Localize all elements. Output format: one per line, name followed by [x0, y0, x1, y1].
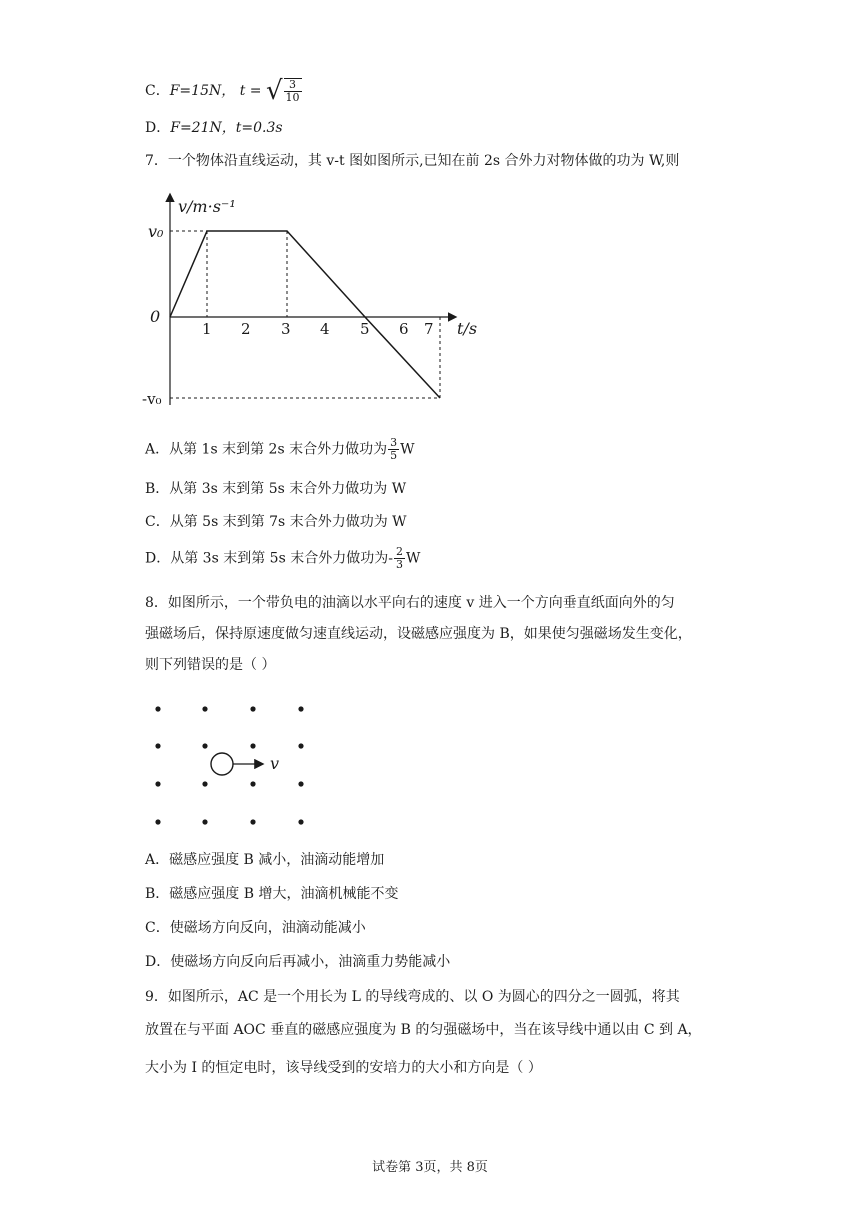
tick-7: 7 [424, 320, 434, 338]
q6-c-t: t = [239, 83, 262, 99]
q7-stem: 7．一个物体沿直线运动，其 v-t 图如图所示,已知在前 2s 合外力对物体做的功为 W,则 [145, 153, 680, 169]
q7-option-b: B．从第 3s 末到第 5s 末合外力做功为 W [145, 481, 407, 497]
velocity-series [170, 231, 440, 398]
q8-stem-line2: 强磁场后，保持原速度做匀速直线运动，设磁感应强度为 B，如果使匀强磁场发生变化， [145, 626, 692, 642]
q8-stem-line3: 则下列错误的是（ ） [145, 657, 276, 673]
tick-6: 6 [399, 320, 409, 338]
q6-option-c: C．F=15N， t = √ $\frac{3}{10}$ [145, 76, 300, 106]
q6-c-fraction: $\frac{3}{10}$ [285, 78, 300, 104]
q7-option-a: A．从第 1s 末到第 2s 末合外力做功为 $\frac{3}{5}$ W [145, 436, 415, 462]
v0-label: v₀ [148, 222, 164, 241]
q6-c-force: F=15N， [169, 83, 236, 99]
q7-option-d: D．从第 3s 末到第 5s 末合外力做功为- $\frac{2}{3}$ W [145, 545, 421, 571]
q6-option-d: D．F=21N，t=0.3s [145, 120, 283, 136]
q8-option-d: D．使磁场方向反向后再减小，油滴重力势能减小 [145, 954, 451, 970]
q9-stem-line3: 大小为 I 的恒定电时，该导线受到的安培力的大小和方向是（ ） [145, 1060, 542, 1076]
q9-stem-line2: 放置在与平面 AOC 垂直的磁感应强度为 B 的匀强磁场中，当在该导线中通以由 C 到 A， [145, 1022, 702, 1038]
q7-a-fraction: $\frac{3}{5}$ [390, 436, 398, 462]
q7-d-fraction: $\frac{2}{3}$ [395, 545, 403, 571]
q8-option-a: A．磁感应强度 B 减小，油滴动能增加 [145, 852, 385, 868]
q8-option-b: B．磁感应强度 B 增大，油滴机械能不变 [145, 886, 399, 902]
q7-option-c: C．从第 5s 末到第 7s 末合外力做功为 W [145, 514, 407, 530]
velocity-label: v [270, 754, 280, 773]
origin-label: 0 [150, 307, 161, 326]
sqrt-sign: √ [265, 76, 283, 106]
y-axis-label: v/m·s⁻¹ [178, 197, 236, 216]
x-axis-label: t/s [457, 319, 478, 338]
tick-5: 5 [360, 320, 370, 338]
magnetic-field-figure [155, 706, 303, 824]
tick-3: 3 [281, 320, 291, 338]
oil-droplet [211, 753, 233, 775]
q8-option-c: C．使磁场方向反向，油滴动能减小 [145, 920, 366, 936]
q9-stem-line1: 9．如图所示，AC 是一个用长为 L 的导线弯成的、以 O 为圆心的四分之一圆弧，将其 [145, 989, 680, 1005]
page-footer: 试卷第 3页，共 8页 [372, 1160, 488, 1175]
q8-stem-line1: 8．如图所示，一个带负电的油滴以水平向右的速度 v 进入一个方向垂直纸面向外的匀 [145, 595, 675, 611]
tick-1: 1 [202, 320, 212, 338]
neg-v0-label: -v₀ [142, 390, 162, 408]
tick-2: 2 [241, 320, 251, 338]
tick-4: 4 [320, 320, 330, 338]
